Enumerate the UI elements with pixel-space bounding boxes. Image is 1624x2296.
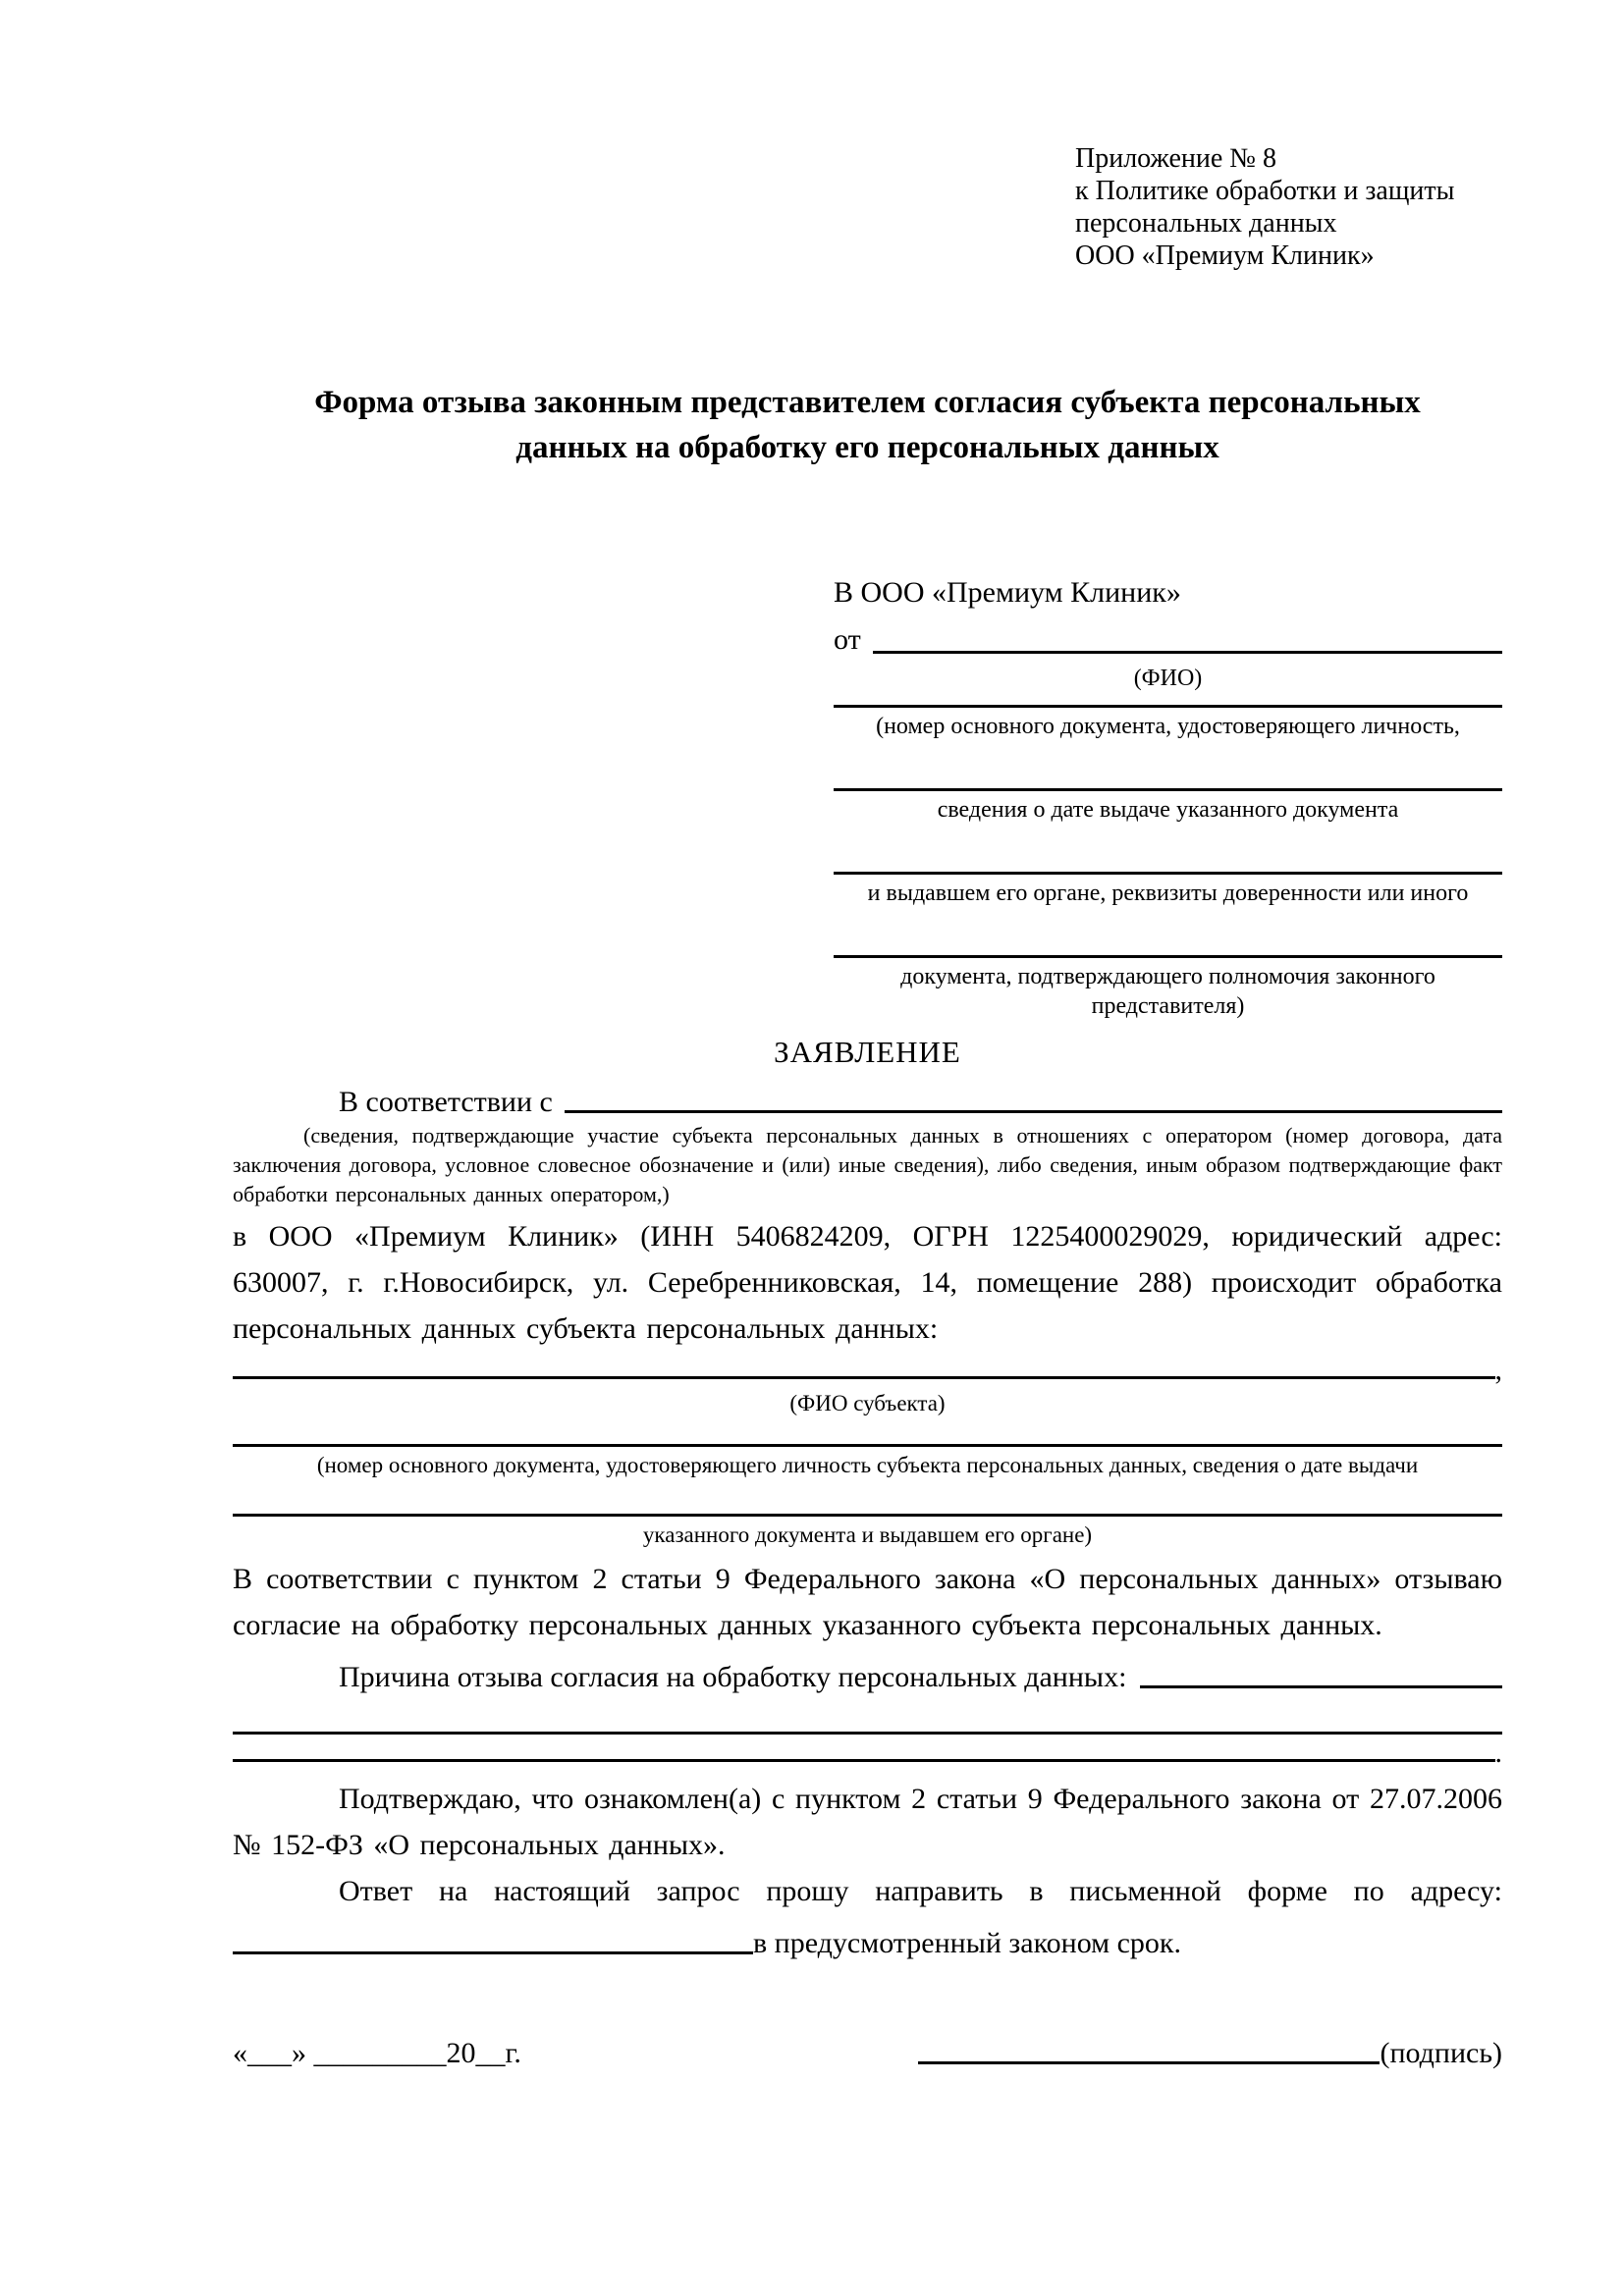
fio-caption: (ФИО) (1133, 666, 1203, 691)
appendix-block (1075, 142, 1502, 272)
document-title: Форма отзыва законным представителем согласия субъекта персональных данных на обработку его персональных данных (314, 385, 1421, 465)
appendix-line: ООО «Премиум Клиник» (1075, 240, 1375, 271)
from-blank-line (873, 651, 1502, 654)
doc-blank-line (834, 788, 1502, 791)
doc-caption: и выдавшем его органе, реквизиты доверенности или иного (867, 881, 1469, 906)
doc-info-group (834, 705, 1502, 741)
intro-note: (сведения, подтверждающие участие субъекта персональных данных в отношениях с оператором (номер договора, дата заключения договора, условное словесное обозначение и (или) иные сведения), либо сведения, иным образом подтверждающие факт обработки персональных данных оператором,) (233, 1123, 1502, 1206)
from-label: от (834, 623, 861, 656)
confirm-paragraph: Подтверждаю, что ознакомлен(а) с пунктом 2 статьи 9 Федерального закона от 27.07.2006 № 152-ФЗ «О персональных данных». (233, 1783, 1502, 1861)
appendix-line: персональных данных (1075, 208, 1337, 239)
operator-paragraph: в ООО «Премиум Клиник» (ИНН 5406824209, ОГРН 1225400029029, юридический адрес: 630007, г. г.Новосибирск, ул. Серебренниковская, 14, помещение 288) происходит обработка персональных данных субъекта персональных данных: (233, 1220, 1502, 1345)
appendix-line: Приложение № 8 (1075, 143, 1276, 174)
reason-row (233, 1648, 1502, 1694)
addressee-block (834, 573, 1502, 1021)
doc-blank-line (834, 872, 1502, 875)
subject-fio-blank-line (233, 1376, 1495, 1379)
doc-blank-line (834, 955, 1502, 958)
reply-request: Ответ на настоящий запрос прошу направить в письменной форме по адресу: (339, 1875, 1502, 1907)
intro-label: В соответствии с (339, 1086, 553, 1118)
addressee-organization: В ООО «Премиум Клиник» (834, 576, 1181, 609)
reason-label: Причина отзыва согласия на обработку персональных данных: (339, 1661, 1127, 1693)
doc-info-group (834, 955, 1502, 1021)
subject-doc-blank-line (233, 1514, 1502, 1517)
subject-fio-row (233, 1352, 1502, 1385)
subject-doc-caption: (номер основного документа, удостоверяющего личность субъекта персональных данных, сведения о дате выдачи (316, 1453, 1419, 1477)
subject-comma: , (1494, 1354, 1502, 1386)
reply-address-row (233, 1914, 1502, 1960)
statement-heading: ЗАЯВЛЕНИЕ (774, 1035, 961, 1069)
doc-caption: документа, подтверждающего полномочия законного представителя) (900, 964, 1435, 1019)
from-row (834, 614, 1502, 660)
reason-extra-blank-line (233, 1759, 1495, 1762)
doc-caption: сведения о дате выдаче указанного документа (937, 797, 1399, 823)
period-mark: . (1494, 1736, 1502, 1769)
date-blank: «___» _________20__г. (233, 2037, 521, 2069)
doc-caption: (номер основного документа, удостоверяющего личность, (876, 714, 1460, 739)
reply-suffix: в предусмотренный законом срок. (753, 1927, 1181, 1959)
doc-info-group (834, 788, 1502, 825)
subject-fio-caption: (ФИО субъекта) (789, 1391, 946, 1415)
subject-doc-blank-line (233, 1444, 1502, 1447)
signature-group (918, 2037, 1502, 2070)
subject-doc-group (233, 1514, 1502, 1550)
intro-row (233, 1074, 1502, 1119)
signature-blank-line (918, 2061, 1380, 2064)
signature-caption: (подпись) (1380, 2037, 1502, 2069)
withdrawal-paragraph: В соответствии с пунктом 2 статьи 9 Федерального закона «О персональных данных» отзываю согласие на обработку персональных данных указанного субъекта персональных данных. (233, 1563, 1502, 1641)
footer-row (233, 2037, 1502, 2070)
reply-address-blank-line (233, 1951, 753, 1954)
doc-blank-line (834, 705, 1502, 708)
subject-doc-caption: указанного документа и выдавшем его органе) (642, 1522, 1093, 1547)
subject-doc-group (233, 1444, 1502, 1480)
reason-extra-blank-row (233, 1735, 1502, 1768)
intro-blank-line (565, 1110, 1502, 1113)
reason-blank-line (1140, 1685, 1502, 1688)
doc-info-group (834, 872, 1502, 908)
appendix-line: к Политике обработки и защиты (1075, 176, 1455, 206)
